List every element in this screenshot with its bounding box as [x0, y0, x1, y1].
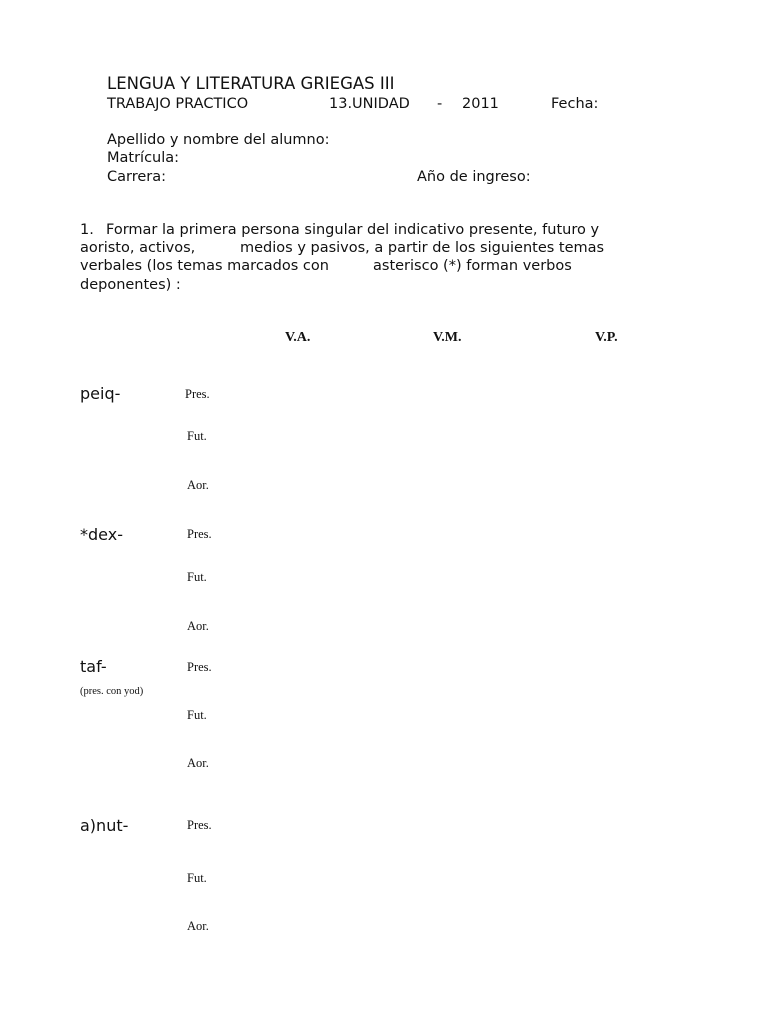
tense-label: Fut.: [187, 708, 207, 722]
stem-note: (pres. con yod): [80, 686, 144, 697]
year-label: 2011: [462, 96, 499, 112]
verb-stem: a)nut-: [80, 816, 129, 835]
tense-label: Fut.: [187, 871, 207, 885]
tense-label: Pres.: [187, 660, 212, 674]
tense-label: Pres.: [187, 527, 212, 541]
ingreso-label: Año de ingreso:: [417, 169, 531, 185]
carrera-label: Carrera:: [107, 169, 167, 185]
column-header-va: V.A.: [285, 330, 311, 345]
verb-stem: taf-: [80, 657, 107, 676]
exercise-line-2a: aoristo, activos,: [80, 240, 196, 256]
tense-label: Fut.: [187, 429, 207, 443]
header-dash: -: [437, 96, 443, 112]
exercise-line-3b: asterisco (*) forman verbos: [373, 258, 572, 274]
tense-label: Aor.: [187, 919, 209, 933]
tense-label: Pres.: [185, 387, 210, 401]
exercise-line-2b: medios y pasivos, a partir de los siguientes temas: [240, 240, 605, 256]
exercise-line-1: Formar la primera persona singular del indicativo presente, futuro y: [106, 222, 600, 238]
exercise-line-3a: verbales (los temas marcados con: [80, 258, 329, 274]
tense-label: Pres.: [187, 818, 212, 832]
tense-label: Aor.: [187, 478, 209, 492]
work-label: TRABAJO PRACTICO: [107, 96, 249, 112]
course-title: LENGUA Y LITERATURA GRIEGAS III: [107, 74, 395, 93]
column-header-vm: V.M.: [433, 330, 462, 345]
verb-stem: peiq-: [80, 384, 121, 403]
tense-label: Aor.: [187, 619, 209, 633]
exercise-line-4: deponentes) :: [80, 277, 181, 293]
column-header-vp: V.P.: [595, 330, 618, 345]
exercise-number: 1.: [80, 222, 94, 238]
student-name-label: Apellido y nombre del alumno:: [107, 132, 330, 148]
tense-label: Aor.: [187, 756, 209, 770]
unit-label: 13.UNIDAD: [329, 96, 410, 112]
date-label: Fecha:: [551, 96, 599, 112]
verb-stem: *dex-: [80, 525, 123, 544]
tense-label: Fut.: [187, 570, 207, 584]
matricula-label: Matrícula:: [107, 150, 180, 166]
